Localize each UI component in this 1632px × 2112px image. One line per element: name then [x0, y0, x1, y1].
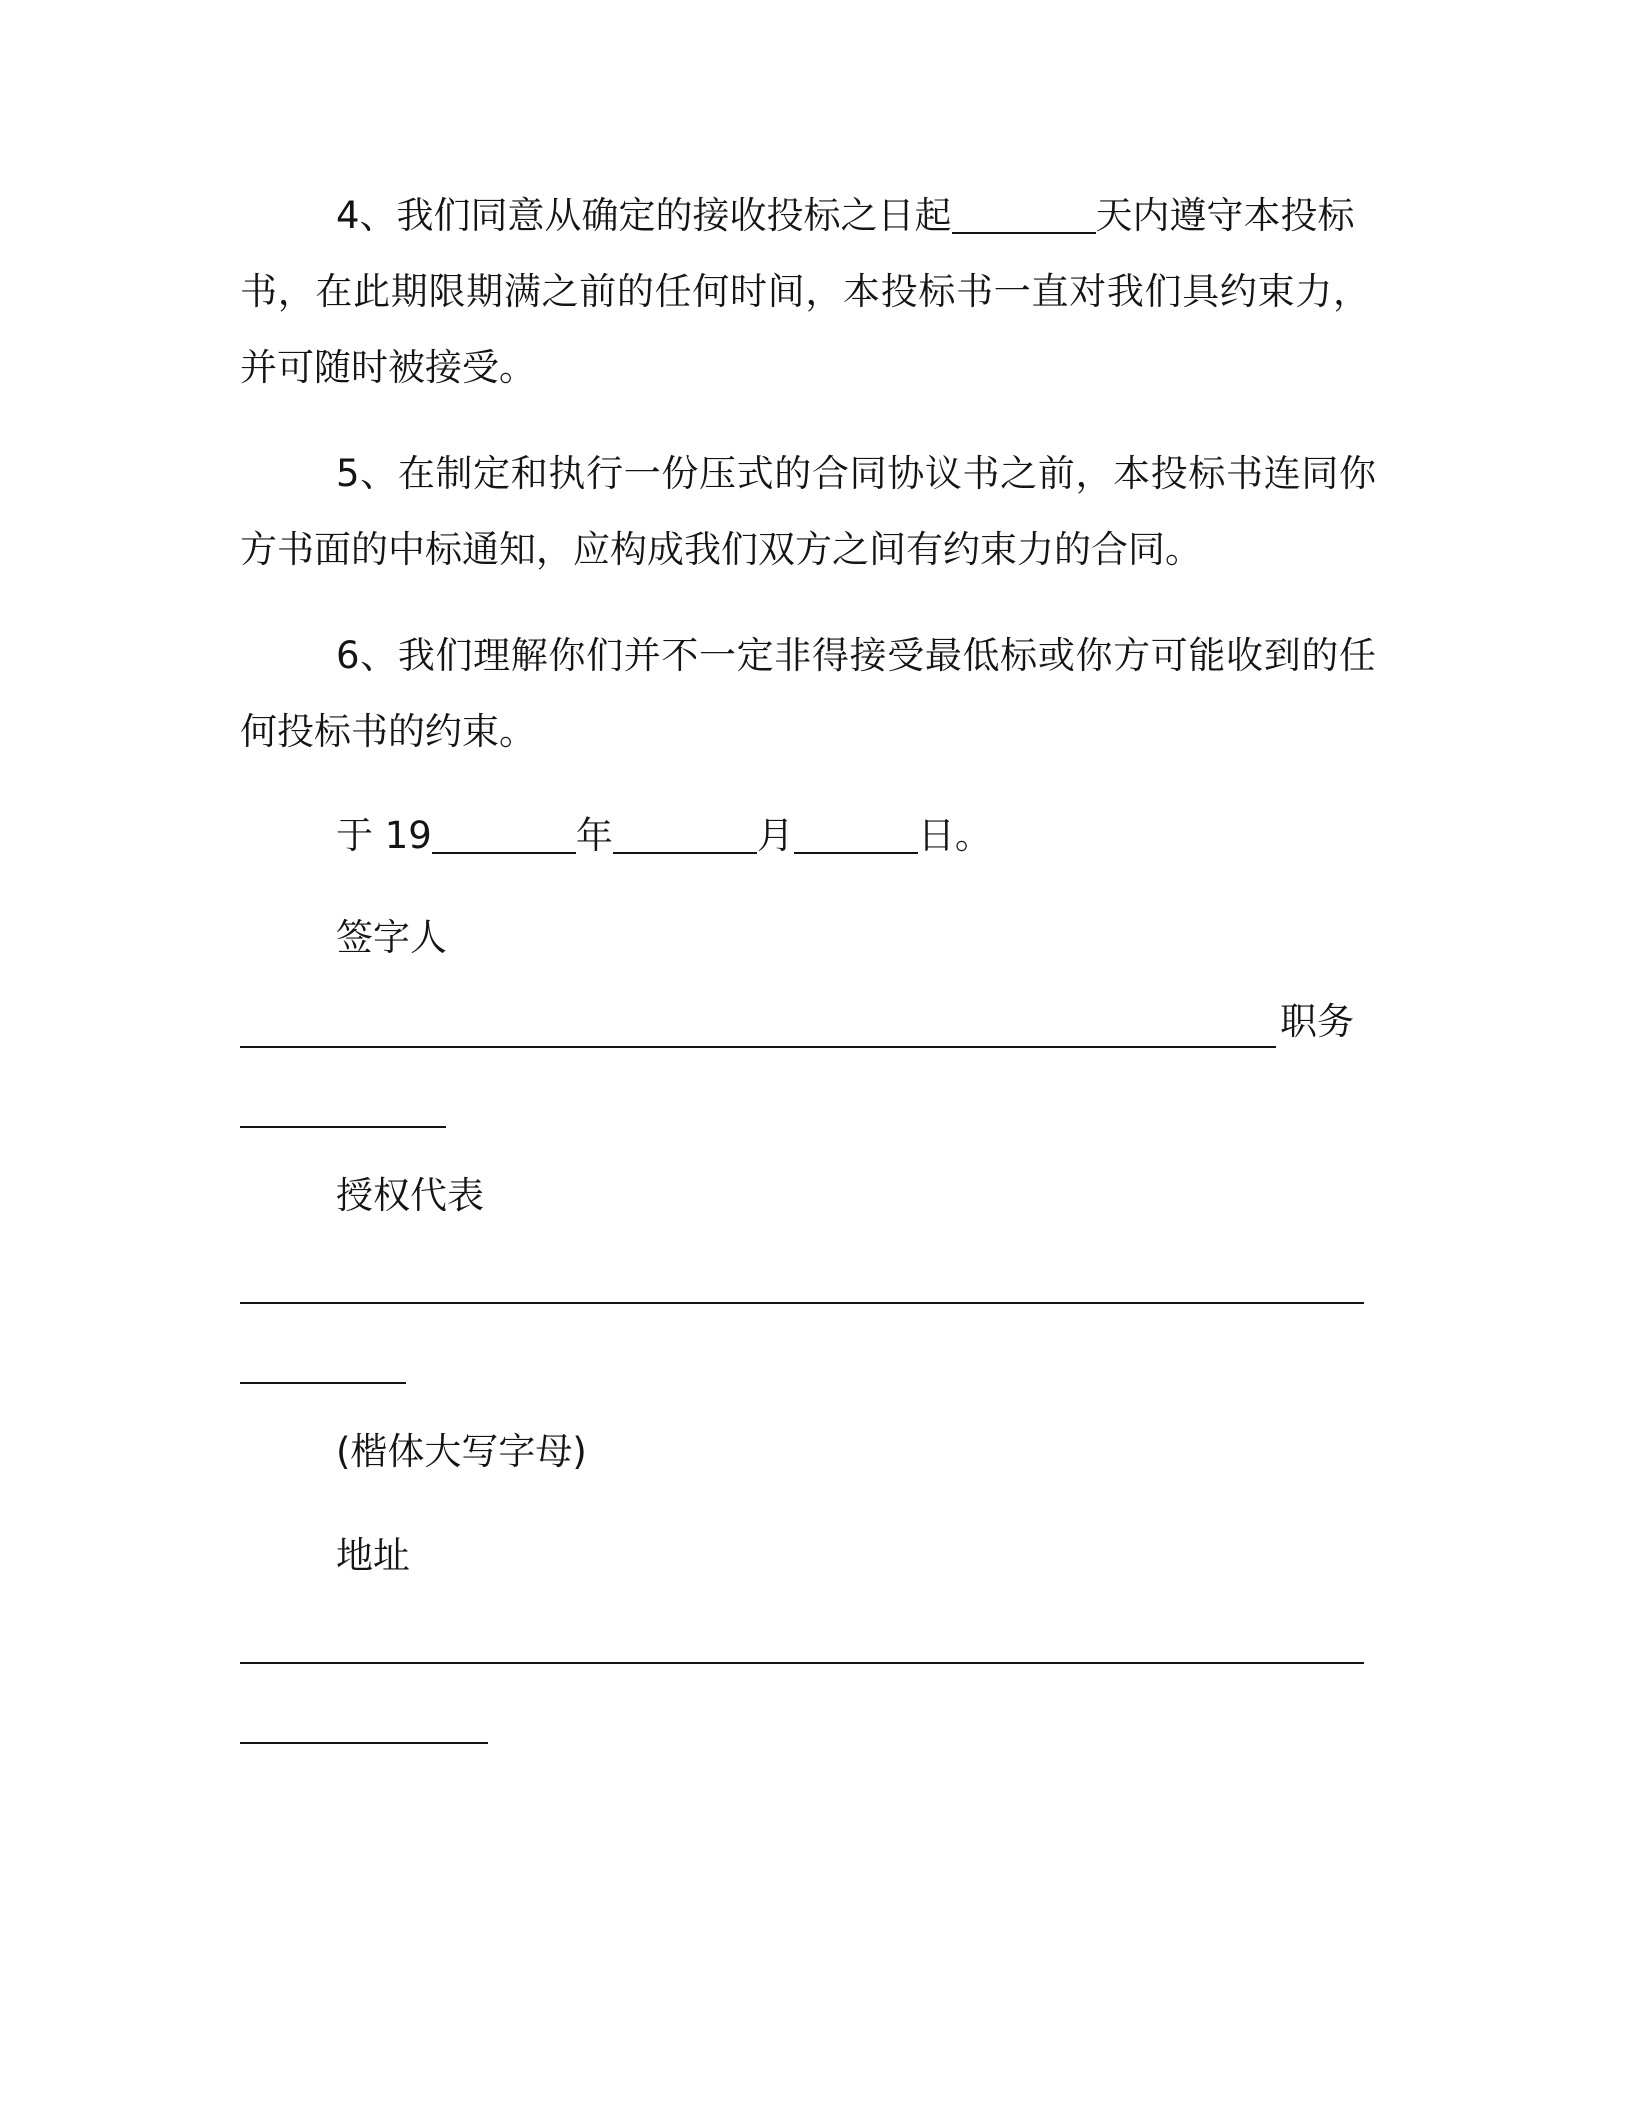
item-5-line-2: 方书面的中标通知，应构成我们双方之间有约束力的合同。	[240, 528, 1202, 571]
day-label: 日。	[917, 814, 992, 857]
position-label: 职务	[1280, 1000, 1354, 1043]
date-prefix: 于 19	[336, 814, 432, 857]
authorized-rep-blank-2	[240, 1382, 406, 1384]
item-4-text-b: 天内遵守本投标	[1095, 194, 1355, 237]
address-blank-2	[240, 1742, 488, 1744]
address-blank-1	[240, 1662, 1364, 1664]
item-5-line-1: 5、在制定和执行一份压式的合同协议书之前，本投标书连同你	[336, 452, 1376, 495]
address-label: 地址	[336, 1534, 410, 1577]
days-blank	[952, 232, 1096, 234]
item-4-line-1	[336, 192, 1376, 240]
signer-blank	[240, 1046, 1276, 1048]
item-6-line-2: 何投标书的约束。	[240, 710, 536, 753]
year-blank	[432, 852, 576, 854]
year-label: 年	[575, 814, 613, 857]
day-blank	[794, 852, 918, 854]
item-4-line-3: 并可随时被接受。	[240, 346, 536, 389]
month-blank	[613, 852, 757, 854]
month-label: 月	[756, 814, 794, 857]
date-line	[336, 812, 1376, 860]
authorized-rep-blank-1	[240, 1302, 1364, 1304]
item-4-line-2: 书，在此期限期满之前的任何时间，本投标书一直对我们具约束力，	[240, 270, 1370, 313]
position-blank	[240, 1126, 446, 1128]
item-6-line-1: 6、我们理解你们并不一定非得接受最低标或你方可能收到的任	[336, 634, 1376, 677]
block-letters-note: (楷体大写字母)	[336, 1430, 587, 1473]
authorized-rep-label: 授权代表	[336, 1174, 484, 1217]
signer-label: 签字人	[336, 916, 447, 959]
item-4-text-a: 4、我们同意从确定的接收投标之日起	[336, 194, 952, 237]
